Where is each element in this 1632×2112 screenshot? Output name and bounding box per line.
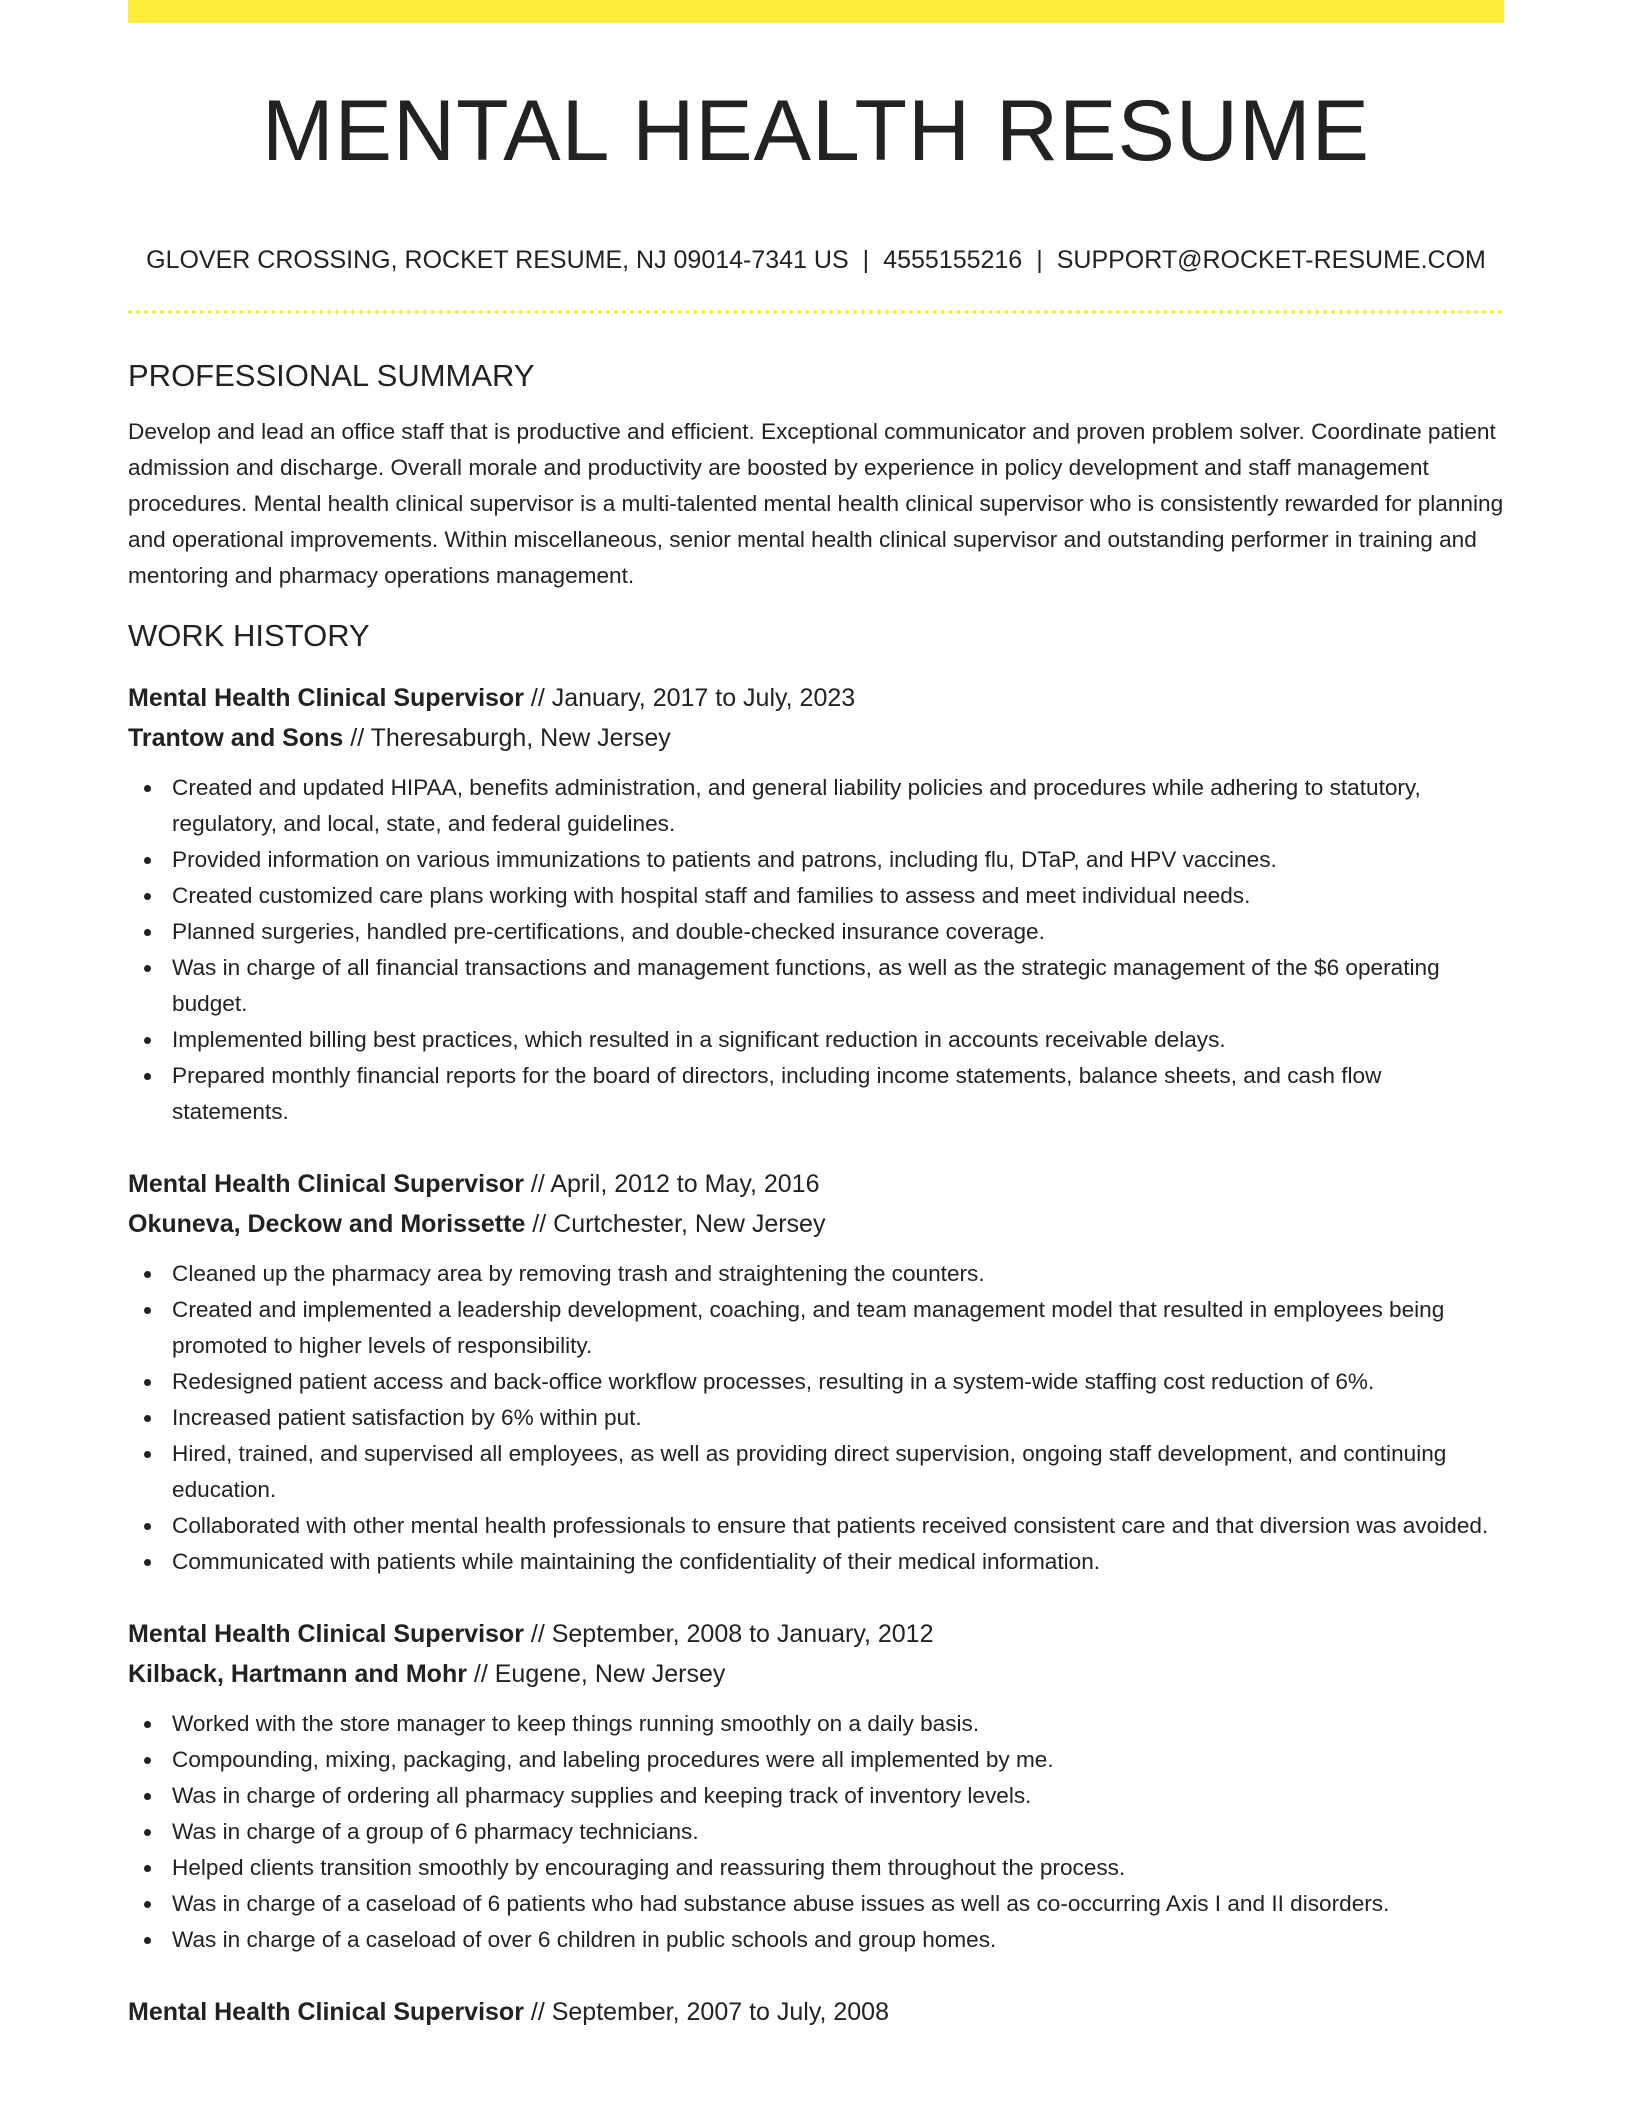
job-entry	[128, 1614, 1504, 1958]
job-title: Mental Health Clinical Supervisor	[128, 684, 524, 712]
job-entry	[128, 1992, 1504, 2032]
job-bullet: Created customized care plans working with hospital staff and families to assess and meet individual needs.	[128, 878, 1504, 914]
job-title-line	[128, 1614, 1504, 1654]
job-bullet-list	[128, 770, 1504, 1130]
job-bullet: Hired, trained, and supervised all employees, as well as providing direct supervision, ongoing staff development, and continuing education.	[128, 1436, 1504, 1508]
job-bullet: Collaborated with other mental health professionals to ensure that patients received consistent care and that diversion was avoided.	[128, 1508, 1504, 1544]
job-bullet: Was in charge of a caseload of over 6 children in public schools and group homes.	[128, 1922, 1504, 1958]
job-bullet: Created and implemented a leadership development, coaching, and team management model that resulted in employees being promoted to higher levels of responsibility.	[128, 1292, 1504, 1364]
contact-separator: |	[1036, 246, 1043, 274]
job-location: // Eugene, New Jersey	[466, 1660, 726, 1688]
job-dates: // January, 2017 to July, 2023	[523, 684, 856, 712]
work-history-heading: WORK HISTORY	[128, 618, 370, 653]
job-bullet-list	[128, 1256, 1504, 1580]
job-entry	[128, 1164, 1504, 1580]
job-dates: // April, 2012 to May, 2016	[523, 1170, 820, 1198]
job-company-line	[128, 1204, 1504, 1244]
job-bullet: Provided information on various immunizations to patients and patrons, including flu, DTaP, and HPV vaccines.	[128, 842, 1504, 878]
dotted-divider	[128, 310, 1504, 314]
job-company-line	[128, 718, 1504, 758]
job-title-line	[128, 1992, 1504, 2032]
work-history-list	[128, 678, 1504, 2032]
job-location: // Curtchester, New Jersey	[525, 1210, 826, 1238]
job-bullet: Increased patient satisfaction by 6% within put.	[128, 1400, 1504, 1436]
job-dates: // September, 2007 to July, 2008	[523, 1998, 889, 2026]
resume-page	[128, 0, 1504, 2032]
job-bullet: Worked with the store manager to keep things running smoothly on a daily basis.	[128, 1706, 1504, 1742]
job-title: Mental Health Clinical Supervisor	[128, 1998, 524, 2026]
job-title: Mental Health Clinical Supervisor	[128, 1170, 524, 1198]
contact-phone: 4555155216	[883, 246, 1023, 274]
contact-separator: |	[862, 246, 870, 274]
job-bullet: Cleaned up the pharmacy area by removing trash and straightening the counters.	[128, 1256, 1504, 1292]
job-bullet: Helped clients transition smoothly by encouraging and reassuring them throughout the process.	[128, 1850, 1504, 1886]
job-company-line	[128, 1654, 1504, 1694]
job-bullet: Planned surgeries, handled pre-certifications, and double-checked insurance coverage.	[128, 914, 1504, 950]
job-bullet: Was in charge of ordering all pharmacy supplies and keeping track of inventory levels.	[128, 1778, 1504, 1814]
contact-email: SUPPORT@ROCKET-RESUME.COM	[1056, 246, 1486, 274]
job-bullet-list	[128, 1706, 1504, 1958]
resume-title: MENTAL HEALTH RESUME	[262, 83, 1370, 179]
job-company: Trantow and Sons	[128, 724, 344, 752]
job-dates: // September, 2008 to January, 2012	[523, 1620, 934, 1648]
summary-text: Develop and lead an office staff that is productive and efficient. Exceptional communicator and proven problem solver. Coordinate patient admission and discharge. Overall morale and productivity are boosted by experience in policy development and staff management procedures. Mental health clinical supervisor is a multi-talented mental health clinical supervisor who is consistently rewarded for planning and operational improvements. Within miscellaneous, senior mental health clinical supervisor and outstanding performer in training and mentoring and pharmacy operations management.	[128, 419, 1504, 588]
contact-line	[128, 244, 1504, 276]
job-bullet: Compounding, mixing, packaging, and labeling procedures were all implemented by me.	[128, 1742, 1504, 1778]
job-title-line	[128, 1164, 1504, 1204]
summary-heading: PROFESSIONAL SUMMARY	[128, 358, 535, 393]
job-bullet: Was in charge of a caseload of 6 patients who had substance abuse issues as well as co-occurring Axis I and II disorders.	[128, 1886, 1504, 1922]
job-bullet: Redesigned patient access and back-office workflow processes, resulting in a system-wide staffing cost reduction of 6%.	[128, 1364, 1504, 1400]
job-entry	[128, 678, 1504, 1130]
job-location: // Theresaburgh, New Jersey	[343, 724, 671, 752]
job-company: Okuneva, Deckow and Morissette	[128, 1210, 526, 1238]
job-title-line	[128, 678, 1504, 718]
job-bullet: Communicated with patients while maintaining the confidentiality of their medical information.	[128, 1544, 1504, 1580]
job-bullet: Created and updated HIPAA, benefits administration, and general liability policies and procedures while adhering to statutory, regulatory, and local, state, and federal guidelines.	[128, 770, 1504, 842]
job-bullet: Was in charge of all financial transactions and management functions, as well as the strategic management of the $6 operating budget.	[128, 950, 1504, 1022]
job-bullet: Was in charge of a group of 6 pharmacy technicians.	[128, 1814, 1504, 1850]
job-company: Kilback, Hartmann and Mohr	[128, 1660, 467, 1688]
job-title: Mental Health Clinical Supervisor	[128, 1620, 524, 1648]
contact-address: GLOVER CROSSING, ROCKET RESUME, NJ 09014-7341 US	[146, 246, 849, 274]
job-bullet: Prepared monthly financial reports for the board of directors, including income statements, balance sheets, and cash flow statements.	[128, 1058, 1504, 1130]
job-bullet: Implemented billing best practices, which resulted in a significant reduction in accounts receivable delays.	[128, 1022, 1504, 1058]
